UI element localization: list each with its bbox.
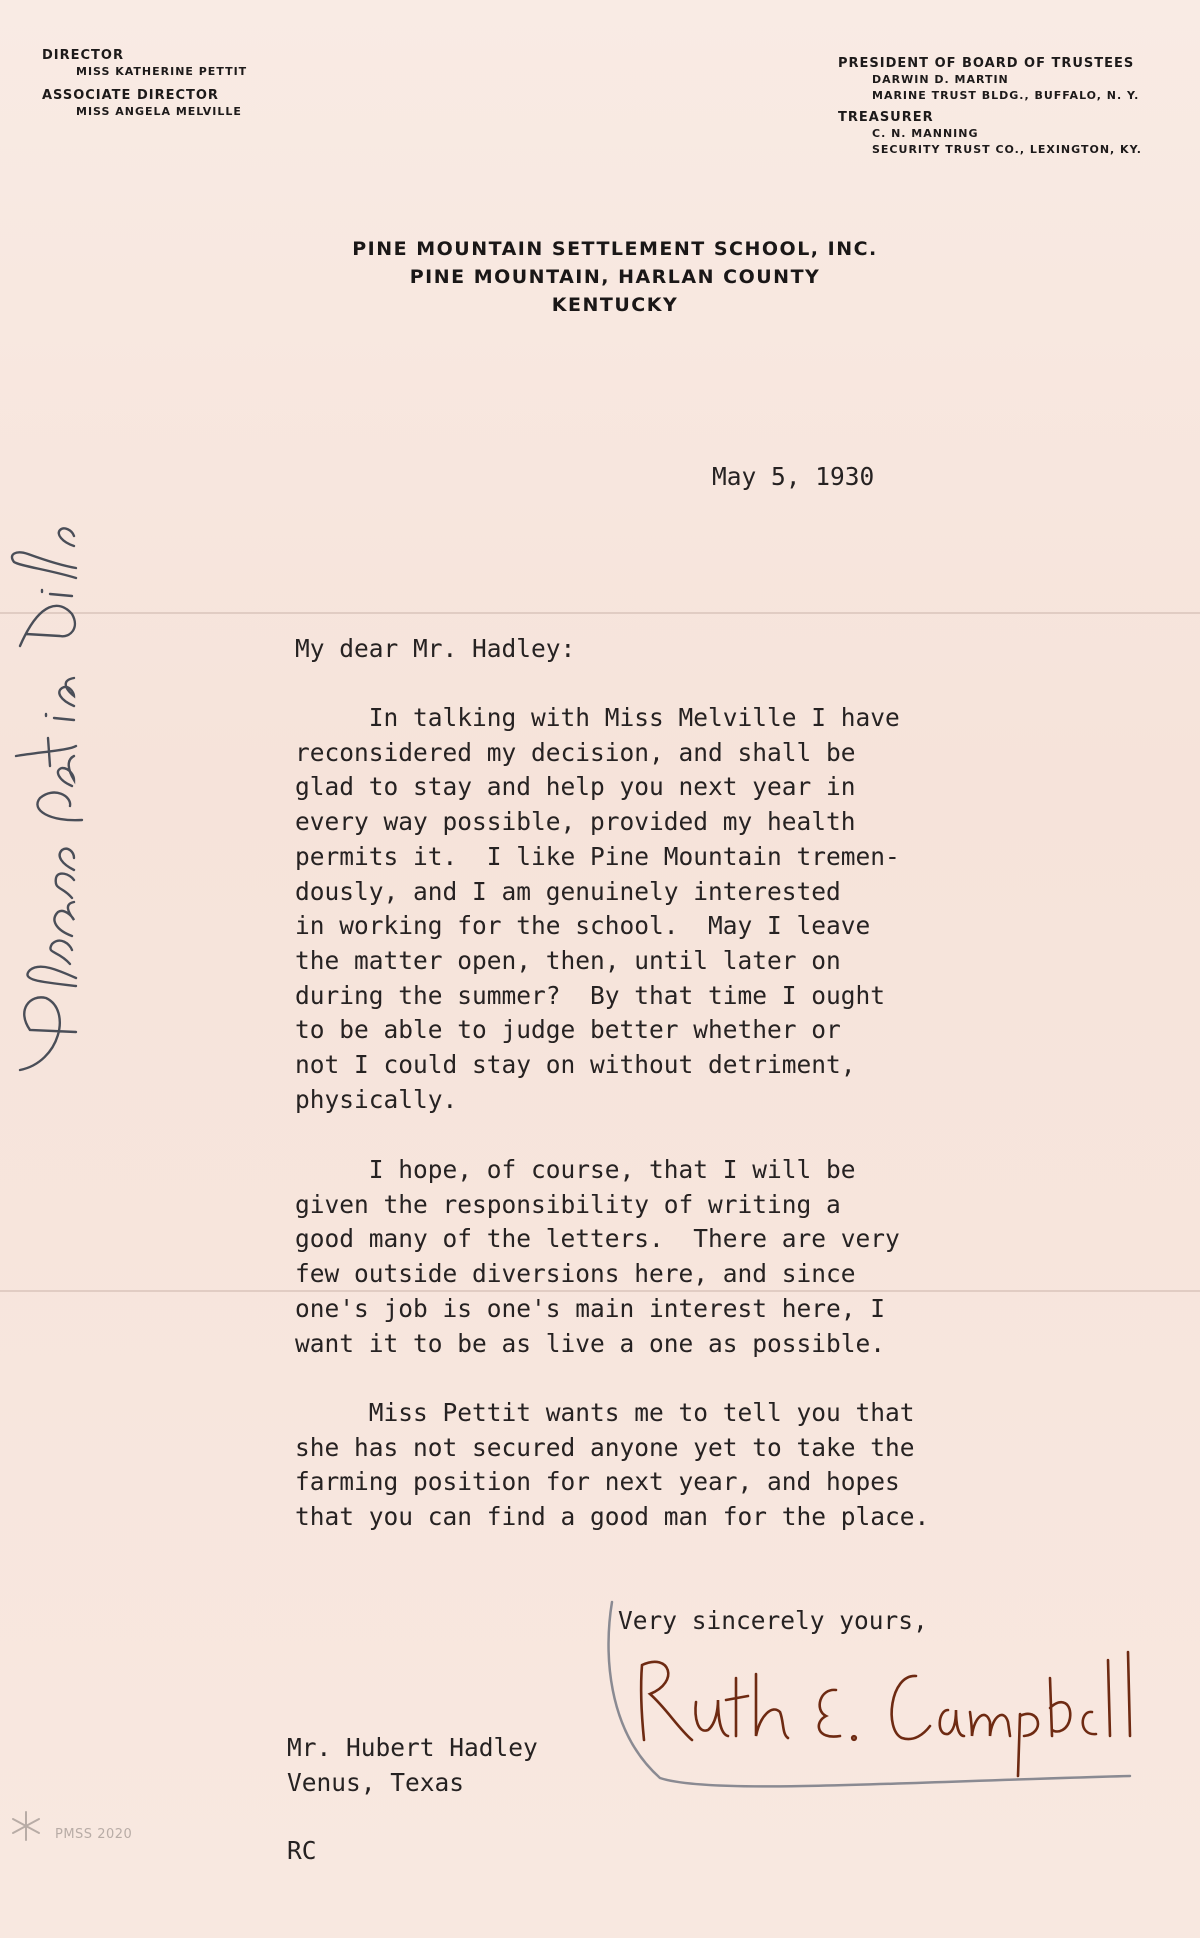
body-paragraph-1: In talking with Miss Melville I have reconsidered my decision, and shall be glad to stay and help you next year in every way possible, provided my health permits it. I like Pine Mountain tremen- dously, and I am genuinely interested in working for the school. May I leave the matter open, then, until later on during the summer? By that time I ought to be able to judge better whether or not I could stay on without detriment, physically. [295, 703, 900, 1114]
salutation: My dear Mr. Hadley: [295, 634, 576, 663]
president-address: MARINE TRUST BLDG., BUFFALO, N. Y. [872, 89, 1140, 102]
school-location: PINE MOUNTAIN, HARLAN COUNTY [409, 266, 821, 288]
president-label: PRESIDENT OF BOARD OF TRUSTEES [838, 56, 1135, 71]
treasurer-name: C. N. MANNING [872, 127, 979, 140]
closing: Very sincerely yours, [618, 1606, 928, 1635]
body-paragraph-2: I hope, of course, that I will be given the responsibility of writing a good many of the letters. There are very few outside diversions here, and since one's job is one's main interest here, I want it to be as live a one as possible. [295, 1155, 900, 1358]
associate-director-name: MISS ANGELA MELVILLE [76, 105, 242, 118]
school-heading [265, 235, 965, 319]
recipient-address [287, 1731, 538, 1800]
letter-date: May 5, 1930 [712, 462, 875, 491]
school-name: PINE MOUNTAIN SETTLEMENT SCHOOL, INC. [352, 238, 878, 260]
archive-stamp: PMSS 2020 [55, 1827, 133, 1842]
director-label: DIRECTOR [42, 48, 124, 63]
signature [600, 1590, 1140, 1800]
paper-fold-line [0, 612, 1200, 614]
recipient-name: Mr. Hubert Hadley [287, 1733, 538, 1762]
handwritten-signature [641, 1652, 1130, 1776]
recipient-place: Venus, Texas [287, 1767, 465, 1797]
treasurer-label: TREASURER [838, 110, 934, 125]
treasurer-address: SECURITY TRUST CO., LEXINGTON, KY. [872, 143, 1142, 156]
associate-director-label: ASSOCIATE DIRECTOR [42, 88, 219, 103]
school-state: KENTUCKY [551, 294, 679, 316]
typist-initials: RC [287, 1836, 317, 1865]
body-paragraph-3: Miss Pettit wants me to tell you that she has not secured anyone yet to take the farming position for next year, and hopes that you can find a good man for the place. [295, 1398, 930, 1532]
letterhead-right [838, 56, 1142, 158]
handwritten-margin-note [12, 528, 82, 1070]
director-name: MISS KATHERINE PETTIT [76, 65, 248, 78]
margin-note [0, 450, 90, 1090]
letterhead-left [42, 48, 247, 120]
stamp-asterisk-icon [8, 1808, 44, 1844]
president-name: DARWIN D. MARTIN [872, 73, 1009, 86]
